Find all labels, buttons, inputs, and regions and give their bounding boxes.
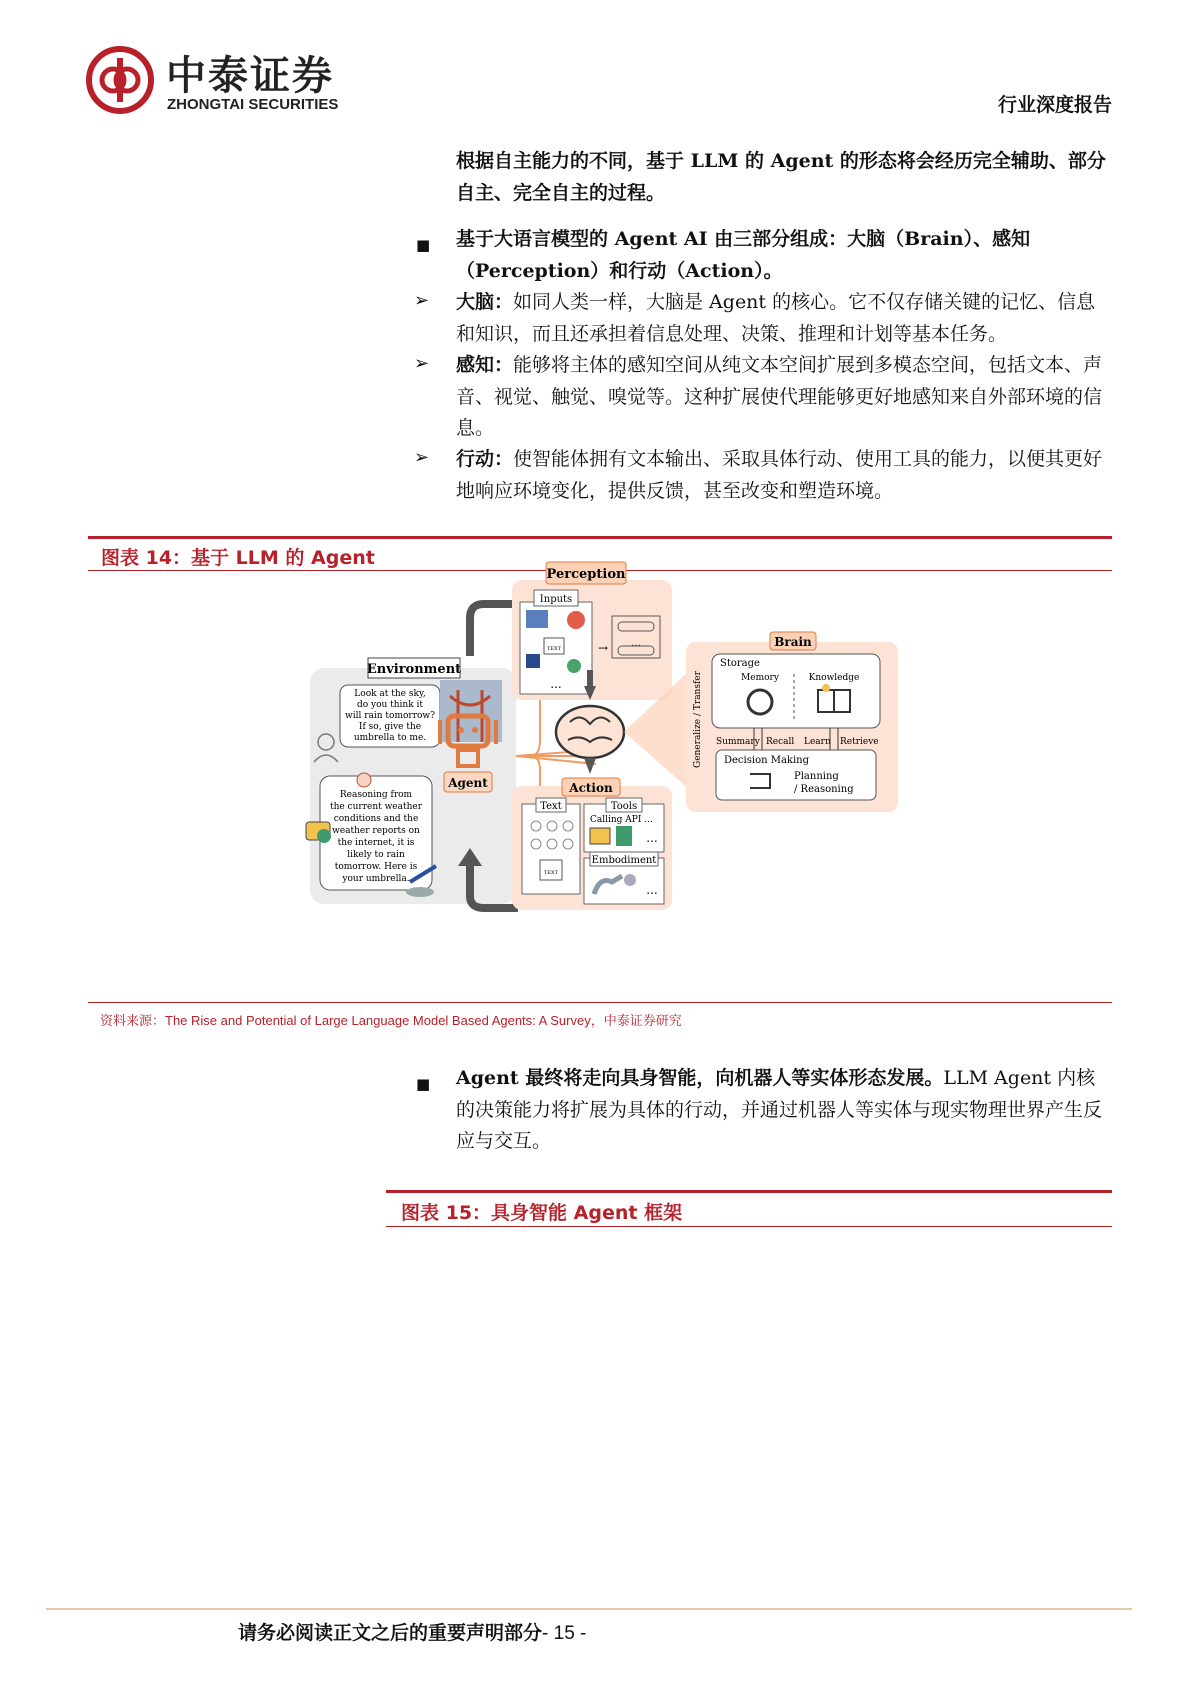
learn-label: Learn	[804, 737, 831, 747]
svg-text:your umbrella.: your umbrella.	[342, 874, 410, 884]
svg-text:...: ...	[646, 831, 658, 845]
generalize-label: Generalize / Transfer	[693, 671, 703, 768]
page-number: - 15 -	[542, 1623, 587, 1644]
footer-rule	[46, 1608, 1132, 1610]
arrow-bullet-icon: ➢	[414, 353, 430, 374]
svg-text:likely to rain: likely to rain	[347, 850, 405, 860]
figure15-title: 图表 15：具身智能 Agent 框架	[401, 1202, 683, 1224]
list-item-perception: 感知：能够将主体的感知空间从纯文本空间扩展到多模态空间，包括文本、声音、视觉、触觉、嗅觉等。这种扩展使代理能够更好地感知来自外部环境的信息。	[456, 354, 1103, 439]
svg-text:umbrella to me.: umbrella to me.	[353, 733, 427, 743]
image-input-icon	[526, 610, 548, 628]
svg-text:...: ...	[631, 638, 641, 649]
svg-text:do you think it: do you think it	[356, 700, 424, 710]
svg-text:the internet, it is: the internet, it is	[337, 838, 415, 848]
planning-label: Planning	[794, 771, 839, 782]
brain-mini-icon	[357, 773, 371, 787]
svg-text:will rain tomorrow?: will rain tomorrow?	[345, 711, 435, 721]
calling-api-label: Calling API ...	[590, 815, 653, 825]
square-bullet-icon: ■	[416, 236, 431, 254]
storage-label: Storage	[720, 658, 760, 669]
figure14-title: 图表 14：基于 LLM 的 Agent	[101, 547, 375, 569]
reasoning-label: / Reasoning	[794, 784, 854, 795]
svg-text:tomorrow. Here is: tomorrow. Here is	[334, 862, 418, 872]
figure14-source: 资料来源：The Rise and Potential of Large Language Model Based Agents: A Survey，中泰证券研究	[100, 1013, 682, 1029]
section2-paragraph: Agent 最终将走向具身智能，向机器人等实体形态发展。LLM Agent 内核的决策能力将扩展为具体的行动，并通过机器人等实体与现实物理世界产生反应与交互。	[456, 1067, 1103, 1152]
location-input-icon	[567, 659, 581, 673]
figure15-bottom-rule	[386, 1226, 1112, 1227]
svg-text:Reasoning from: Reasoning from	[339, 790, 413, 800]
brain-icon	[556, 706, 624, 758]
square-bullet-icon: ■	[416, 1075, 431, 1093]
perception-arrow: →	[598, 641, 609, 655]
agent-diagram	[300, 567, 980, 1000]
svg-text:...: ...	[550, 677, 562, 691]
recall-label: Recall	[766, 737, 795, 747]
intro-paragraph: 根据自主能力的不同，基于 LLM 的 Agent 的形态将会经历完全辅助、部分自主、完全自主的过程。	[456, 150, 1106, 204]
loop-arrow-top	[470, 604, 514, 656]
figure15-top-rule	[386, 1190, 1112, 1193]
logo-icon	[86, 46, 154, 114]
svg-text:...: ...	[646, 883, 658, 897]
retrieve-label: Retrieve	[840, 737, 879, 747]
arrow-bullet-icon: ➢	[414, 447, 430, 468]
audio-input-icon	[567, 611, 585, 629]
svg-text:If so, give the: If so, give the	[358, 722, 422, 732]
brain-label: Brain	[774, 635, 812, 649]
list-item-action: 行动：使智能体拥有文本输出、采取具体行动、使用工具的能力，以便其更好地响应环境变化，提供反馈，甚至改变和塑造环境。	[456, 448, 1103, 502]
inputs-label: Inputs	[539, 594, 573, 605]
svg-text:TEXT: TEXT	[547, 646, 561, 652]
logo-english-name: ZHONGTAI SECURITIES	[167, 96, 339, 113]
svg-text:TEXT: TEXT	[544, 870, 558, 876]
svg-text:weather reports on: weather reports on	[332, 826, 420, 836]
calculator-icon	[616, 826, 632, 846]
embodiment-label: Embodiment	[591, 855, 657, 866]
api-folder-icon	[590, 828, 610, 844]
svg-text:Look at the sky,: Look at the sky,	[354, 689, 426, 699]
report-type: 行业深度报告	[997, 94, 1112, 116]
logo-chinese-name: 中泰证券	[166, 53, 334, 99]
figure14-source-rule	[88, 1002, 1112, 1003]
arrow-bullet-icon: ➢	[414, 290, 430, 311]
footer-note: 请务必阅读正文之后的重要声明部分- 15 -	[238, 1622, 587, 1644]
decision-making-label: Decision Making	[724, 755, 810, 766]
knowledge-label: Knowledge	[808, 673, 860, 683]
list-item-brain: 大脑：如同人类一样，大脑是 Agent 的核心。它不仅存储关键的记忆、信息和知识，而且还承担着信息处理、决策、推理和计划等基本任务。	[456, 291, 1096, 345]
text-output-label: Text	[540, 801, 562, 812]
touch-input-icon	[526, 654, 540, 668]
svg-text:the current weather: the current weather	[329, 802, 423, 812]
agent-label: Agent	[448, 776, 488, 790]
section1-heading: 基于大语言模型的 Agent AI 由三部分组成：大脑（Brain）、感知（Perception）和行动（Action）。	[456, 228, 1031, 282]
environment-label: Environment	[366, 662, 462, 677]
svg-text:conditions and the: conditions and the	[333, 814, 419, 824]
memory-label: Memory	[741, 673, 779, 683]
perception-label: Perception	[546, 567, 626, 582]
action-label: Action	[569, 781, 613, 795]
summary-label: Summary	[716, 737, 760, 747]
tools-label: Tools	[610, 801, 638, 812]
figure14-top-rule	[88, 536, 1112, 539]
